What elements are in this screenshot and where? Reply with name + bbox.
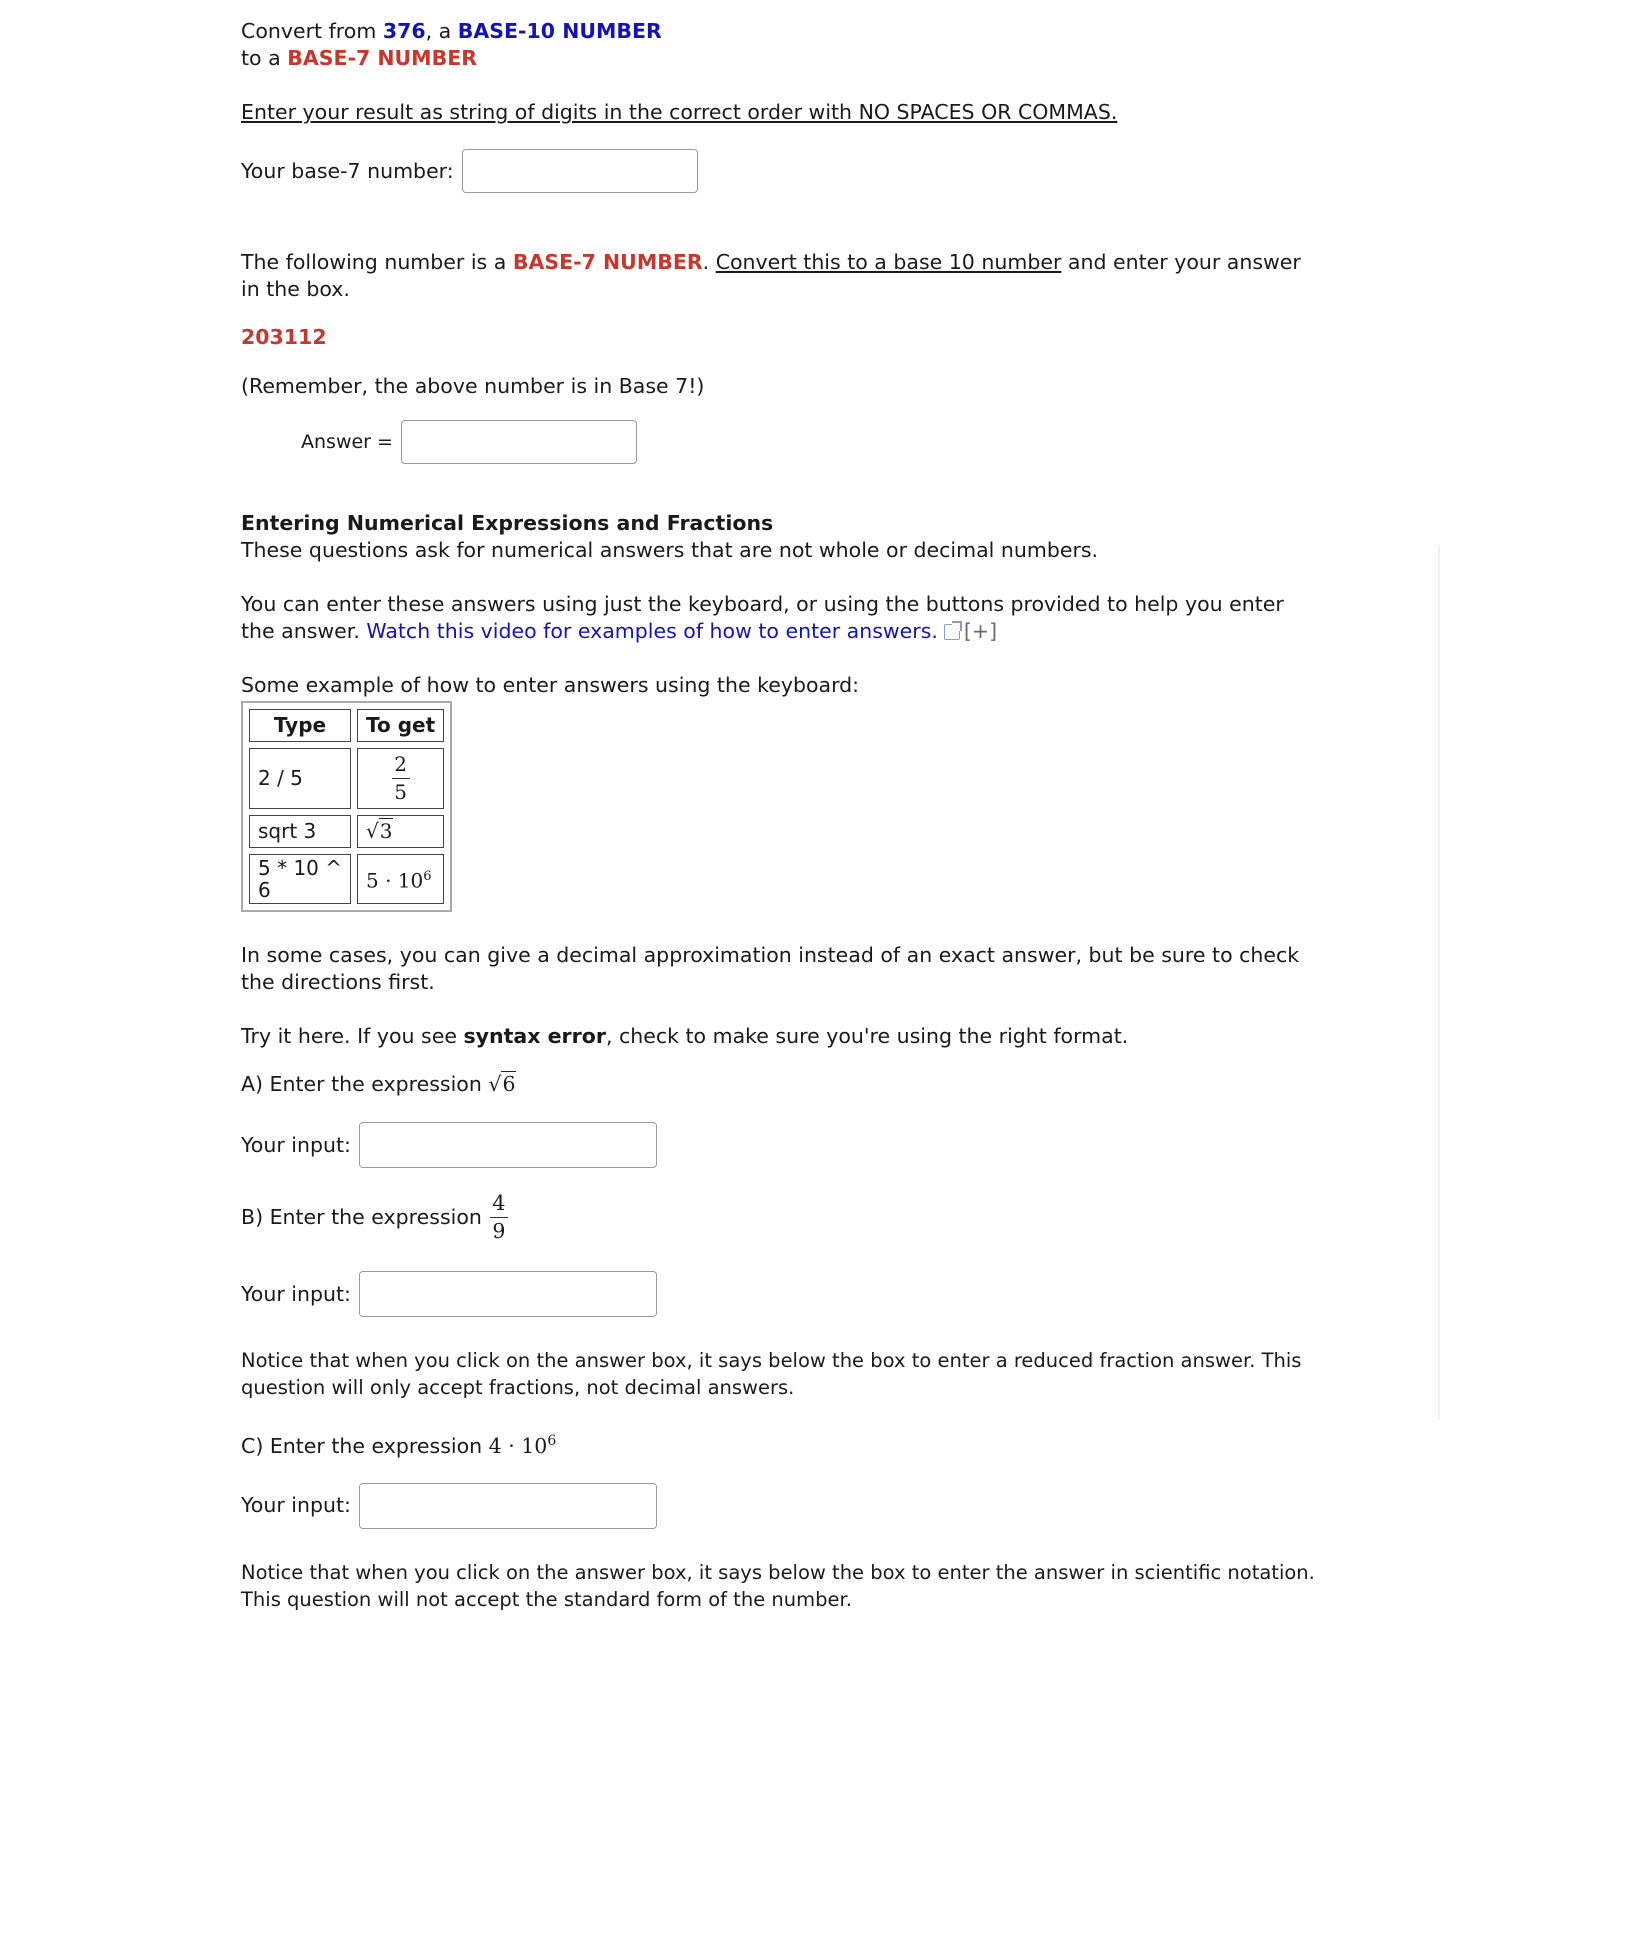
q2-text-after: and enter your answer in the box. <box>241 250 1301 301</box>
fraction <box>490 1190 508 1245</box>
square-root: √3 <box>366 819 393 843</box>
q1-text-a: , a <box>425 19 452 43</box>
partB-input-label: Your input: <box>241 1281 351 1306</box>
q2-text-before: The following number is a <box>241 250 507 274</box>
table-row <box>249 748 444 809</box>
q1-prompt <box>241 18 1321 72</box>
sci-exponent: 6 <box>547 1433 557 1449</box>
q2-answer-row <box>301 420 1321 464</box>
fraction-denominator: 5 <box>394 780 407 804</box>
question-content <box>241 18 1321 1613</box>
partA-input-label: Your input: <box>241 1132 351 1157</box>
external-link-icon[interactable] <box>944 624 960 640</box>
q1-number: 376 <box>382 19 426 43</box>
square-root: √6 <box>488 1072 516 1096</box>
fraction-numerator: 4 <box>492 1191 506 1215</box>
sidebar-divider <box>1438 545 1440 1420</box>
partC-notice: Notice that when you click on the answer box, it says below the box to enter the answer in scientific notation. This question will not accept the standard form of the number. <box>241 1560 1315 1611</box>
q2-reminder: (Remember, the above number is in Base 7!) <box>241 374 705 398</box>
partC-label: C) Enter the expression <box>241 1433 483 1458</box>
try-text-after: , check to make sure you're using the right format. <box>605 1024 1129 1048</box>
q1-input-label: Your base-7 number: <box>241 158 454 183</box>
q1-from-base: BASE-10 NUMBER <box>457 19 662 43</box>
video-link[interactable]: Watch this video for examples of how to enter answers. <box>366 619 938 643</box>
partB-input[interactable] <box>359 1271 657 1317</box>
help-paragraph <box>241 591 1321 645</box>
examples-table <box>241 701 452 912</box>
q2-number: 203112 <box>241 325 327 349</box>
partC-input-label: Your input: <box>241 1493 351 1518</box>
radicand: 6 <box>502 1072 516 1096</box>
q1-instruction: Enter your result as string of digits in the correct order with NO SPACES OR COMMAS. <box>241 100 1118 124</box>
sci-exponent: 6 <box>423 869 432 885</box>
q2-answer-label: Answer = <box>301 430 393 453</box>
expand-toggle[interactable]: [+] <box>963 619 998 643</box>
table-cell <box>357 854 444 904</box>
partB-prompt <box>241 1190 1321 1245</box>
table-header: Type <box>249 709 351 742</box>
example-intro: Some example of how to enter answers using the keyboard: <box>241 673 860 697</box>
q2-period: . <box>702 250 710 274</box>
fraction-denominator: 9 <box>492 1219 506 1243</box>
fraction <box>392 751 410 806</box>
partA-input-row <box>241 1122 1321 1168</box>
table-header: To get <box>357 709 444 742</box>
sci-base: 4 · 10 <box>488 1433 548 1458</box>
partB-input-row <box>241 1271 1321 1317</box>
q2-convert-text: Convert this to a base 10 number <box>715 250 1062 274</box>
table-cell: sqrt 3 <box>249 815 351 848</box>
decimal-note: In some cases, you can give a decimal approximation instead of an exact answer, but be sure to check the directions first. <box>241 943 1300 994</box>
fraction-numerator: 2 <box>394 752 407 776</box>
q2-prompt <box>241 249 1321 303</box>
partB-notice: Notice that when you click on the answer box, it says below the box to enter a reduced fraction answer. This question will only accept fractions, not decimal answers. <box>241 1349 1302 1399</box>
q1-to-base: BASE-7 NUMBER <box>287 46 477 70</box>
try-text-before: Try it here. If you see <box>241 1024 457 1048</box>
sci-base: 5 · 10 <box>366 868 424 893</box>
partA-prompt <box>241 1071 1321 1098</box>
base10-answer-input[interactable] <box>401 420 637 464</box>
table-cell: 5 * 10 ^ 6 <box>249 854 351 904</box>
partC-input[interactable] <box>359 1483 657 1529</box>
partB-label: B) Enter the expression <box>241 1205 482 1229</box>
base7-answer-input[interactable] <box>462 149 698 193</box>
table-header-row <box>249 709 444 742</box>
syntax-error-text: syntax error <box>463 1024 606 1048</box>
q1-text: Convert from <box>241 19 377 43</box>
radicand: 3 <box>379 819 393 843</box>
help-paragraph-text: You can enter these answers using just the keyboard, or using the buttons provided to help you enter the answer. <box>241 592 1284 643</box>
table-cell: 2 / 5 <box>249 748 351 809</box>
partA-label: A) Enter the expression <box>241 1072 482 1096</box>
partA-input[interactable] <box>359 1122 657 1168</box>
q2-base-label: BASE-7 NUMBER <box>512 250 703 274</box>
table-cell <box>357 815 444 848</box>
table-cell <box>357 748 444 809</box>
partC-input-row <box>241 1483 1321 1529</box>
help-heading: Entering Numerical Expressions and Fractions <box>241 511 774 535</box>
partC-prompt <box>241 1428 1321 1460</box>
q1-to-text: to a <box>241 46 281 70</box>
table-row <box>249 854 444 904</box>
help-subheading: These questions ask for numerical answers that are not whole or decimal numbers. <box>241 538 1099 562</box>
try-it-text <box>241 1023 1321 1050</box>
q1-input-row <box>241 149 1321 193</box>
table-row <box>249 815 444 848</box>
